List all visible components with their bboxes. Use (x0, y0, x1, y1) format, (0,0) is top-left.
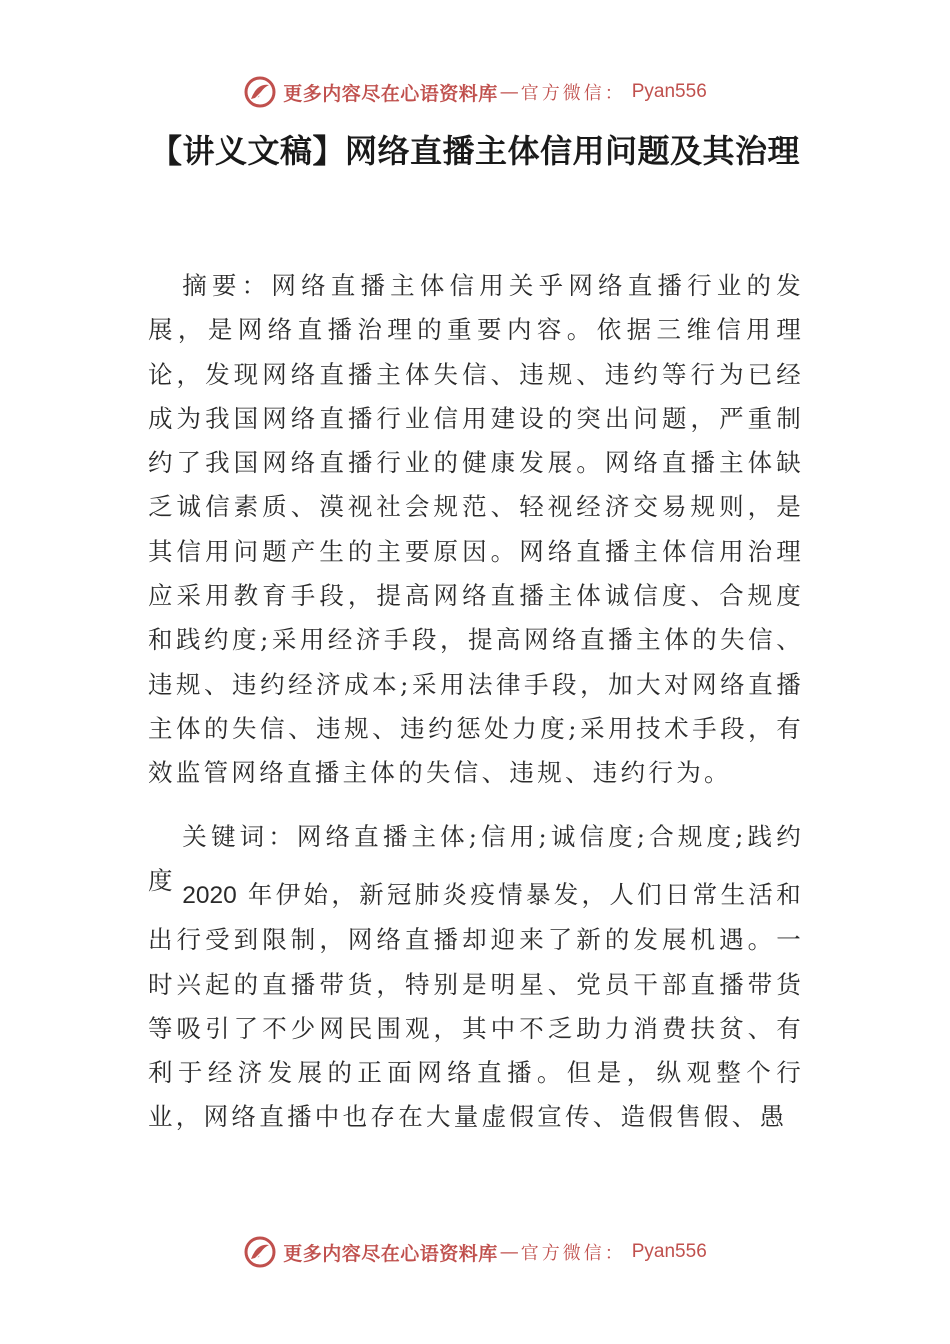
banner-wechat-id: Pyan556 (631, 1241, 707, 1262)
keywords-paragraph: 关键词：网络直播主体;信用;诚信度;合规度;践约度 (148, 822, 804, 896)
header-banner (0, 72, 950, 112)
abstract-section (148, 264, 804, 796)
document-title: 【讲义文稿】网络直播主体信用问题及其治理 (149, 132, 800, 170)
intro-paragraph (148, 873, 804, 1140)
banner-brand-text: 更多内容尽在心语资料库 (283, 1242, 498, 1265)
brand-logo-icon (243, 1235, 277, 1269)
intro-section (148, 873, 804, 1140)
footer-banner (0, 1232, 950, 1272)
intro-text: 年伊始，新冠肺炎疫情暴发，人们日常生活和出行受到限制，网络直播却迎来了新的发展机遇。一时兴起的直播带货，特别是明星、党员干部直播带货等吸引了不少网民围观，其中不乏助力消费扶贫、有利于经济发展的正面网络直播。但是，纵观整个行业，网络直播中也存在大量虚假宣传、造假售假、愚 (148, 880, 804, 1132)
intro-year: 2020 (182, 882, 237, 909)
banner-wechat-label: 官方微信： (520, 1243, 626, 1264)
abstract-paragraph: 摘要：网络直播主体信用关乎网络直播行业的发展，是网络直播治理的重要内容。依据三维信用理论，发现网络直播主体失信、违规、违约等行为已经成为我国网络直播行业信用建设的突出问题，严重制约了我国网络直播行业的健康发展。网络直播主体缺乏诚信素质、漠视社会规范、轻视经济交易规则，是其信用问题产生的主要原因。网络直播主体信用治理应采用教育手段，提高网络直播主体诚信度、合规度和践约度;采用经济手段，提高网络直播主体的失信、违规、违约经济成本;采用法律手段，加大对网络直播主体的失信、违规、违约惩处力度;采用技术手段，有效监管网络直播主体的失信、违规、违约行为。 (148, 271, 804, 788)
brand-logo-icon (243, 75, 277, 109)
banner-dash: — (499, 81, 519, 103)
banner-dash: — (499, 1241, 519, 1263)
banner-wechat-label: 官方微信： (520, 83, 626, 104)
banner-brand-text: 更多内容尽在心语资料库 (283, 82, 498, 105)
banner-wechat-id: Pyan556 (631, 81, 707, 102)
